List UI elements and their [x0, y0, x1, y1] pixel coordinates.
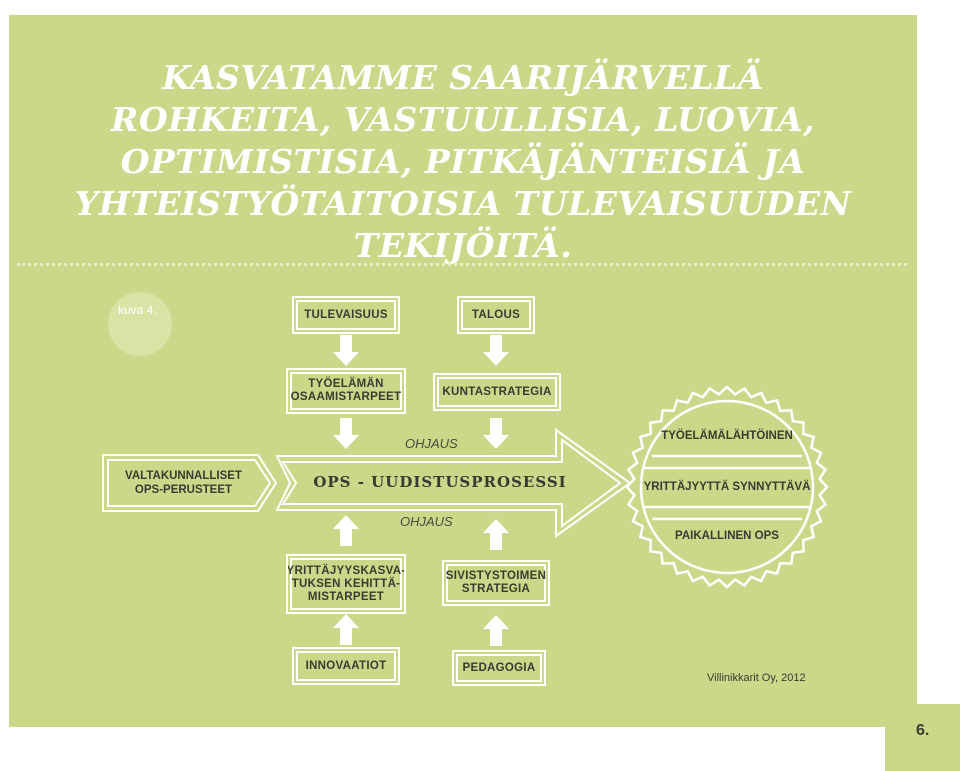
box-sivistystoimen-strategia: SIVISTYSTOIMEN STRATEGIA — [446, 564, 546, 602]
box-kuntastrategia: KUNTASTRATEGIA — [437, 377, 557, 407]
figure-label: kuva 4. — [118, 303, 157, 317]
title-line-1: KASVATAMME SAARIJÄRVELLÄ — [162, 58, 764, 97]
ohjaus-label-top: OHJAUS — [405, 436, 458, 451]
arrow-up-yrittajyys — [333, 515, 359, 546]
box-innovaatiot: INNOVAATIOT — [296, 651, 396, 681]
arrow-down-tyoelaman — [333, 418, 359, 449]
valtakunnalliset-label: VALTAKUNNALLISET OPS-PERUSTEET — [125, 470, 242, 496]
arrow-up-innovaatiot — [333, 614, 359, 645]
seal-line-2: YRITTÄJYYTTÄ SYNNYTTÄVÄ — [643, 481, 811, 493]
arrow-up-sivistystoimen — [483, 519, 509, 550]
box-tyoelaman-osaamistarpeet: TYÖELÄMÄN OSAAMISTARPEET — [290, 372, 402, 410]
box-yrittajyyskasvatuksen: YRITTÄJYYSKASVA- TUKSEN KEHITTÄ- MISTARPEET — [290, 558, 402, 610]
seal-line-1: TYÖELÄMÄLÄHTÖINEN — [661, 430, 793, 442]
title-line-3: OPTIMISTISIA, PITKÄJÄNTEISIÄ JA — [120, 142, 806, 181]
seal-line-3: PAIKALLINEN OPS — [675, 530, 779, 542]
ohjaus-label-bottom: OHJAUS — [400, 514, 453, 529]
box-pedagogia: PEDAGOGIA — [456, 654, 542, 682]
title-line-5: TEKIJÖITÄ. — [353, 226, 573, 265]
box-tulevaisuus: TULEVAISUUS — [296, 300, 396, 330]
box-talous: TALOUS — [461, 300, 531, 330]
arrow-down-tulevaisuus — [333, 335, 359, 366]
arrow-down-talous — [483, 335, 509, 366]
title-line-4: YHTEISTYÖTAITOISIA TULEVAISUUDEN — [74, 184, 852, 223]
title-line-2: ROHKEITA, VASTUULLISIA, LUOVIA, — [110, 100, 816, 139]
ops-uudistusprosessi-label: OPS - UUDISTUSPROSESSI — [313, 473, 567, 491]
arrow-down-kuntastrategia — [483, 418, 509, 449]
arrow-up-pedagogia — [483, 615, 509, 646]
page-number: 6. — [916, 722, 930, 739]
credit-text: Villinikkarit Oy, 2012 — [707, 672, 806, 684]
